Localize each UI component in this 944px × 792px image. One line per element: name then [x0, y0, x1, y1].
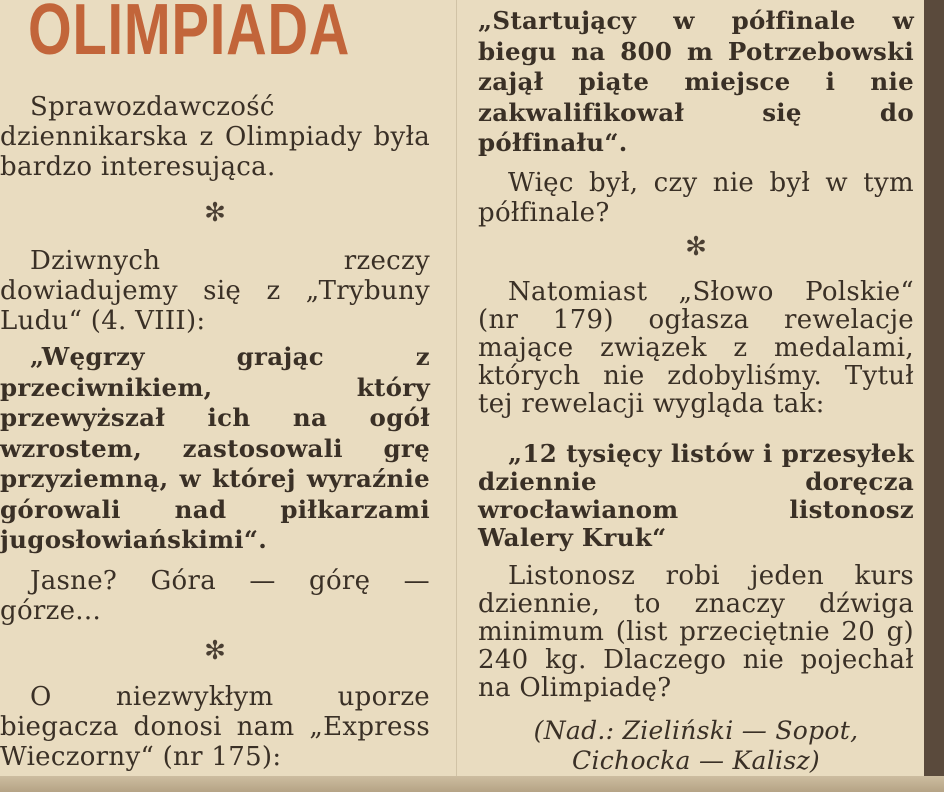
- bottom-rule: [0, 776, 944, 792]
- paragraph-trybuna: Dziwnych rzeczy dowiadujemy się z „Trybuny Ludu“ (4. VIII):: [0, 246, 430, 336]
- author-credit: (Nad.: Zieliński — Sopot, Cichocka — Kalisz): [533, 716, 859, 775]
- paragraph-jasne: Jasne? Góra — górę — górze...: [0, 566, 430, 626]
- column-divider: [456, 0, 457, 792]
- paragraph-slowo: Natomiast „Słowo Polskie“ (nr 179) ogłasza rewelacje mające związek z medalami, których nie zdobyliśmy. Tytuł tej rewelacji wygląda tak:: [478, 277, 914, 419]
- section-separator-star: ✻: [685, 232, 707, 262]
- paragraph-polfinal: Więc był, czy nie był w tym półfinale?: [478, 168, 914, 228]
- section-separator-star: ✻: [204, 636, 226, 666]
- paragraph-listonosz: Listonosz robi jeden kurs dziennie, to znaczy dźwiga minimum (list przeciętnie 20 g) 240 kg. Dlaczego nie pojechał na Olimpiadę?: [478, 561, 914, 703]
- section-separator-star: ✻: [204, 198, 226, 228]
- article-title: OLIMPIADA: [28, 0, 351, 70]
- page-edge: [924, 0, 944, 792]
- quote-trybuna: „Węgrzy grając z przeciwnikiem, który przewyższał ich na ogół wzrostem, zastosowali grę przyziemną, w której wyraźnie górowali nad piłkarzami jugosłowiańskimi“.: [0, 342, 430, 554]
- paragraph-intro: Sprawozdawczość dziennikarska z Olimpiady była bardzo interesująca.: [0, 92, 430, 182]
- quote-slowo: „12 tysięcy listów i przesyłek dziennie doręcza wrocławianom listonosz Walery Kruk“: [478, 439, 914, 552]
- quote-express: „Startujący w półfinale w biegu na 800 m Potrzebowski zajął piąte miejsce i nie zakwalifikował się do półfinału“.: [478, 6, 914, 157]
- paragraph-express: O niezwykłym uporze biegacza donosi nam „Express Wieczorny“ (nr 175):: [0, 682, 430, 772]
